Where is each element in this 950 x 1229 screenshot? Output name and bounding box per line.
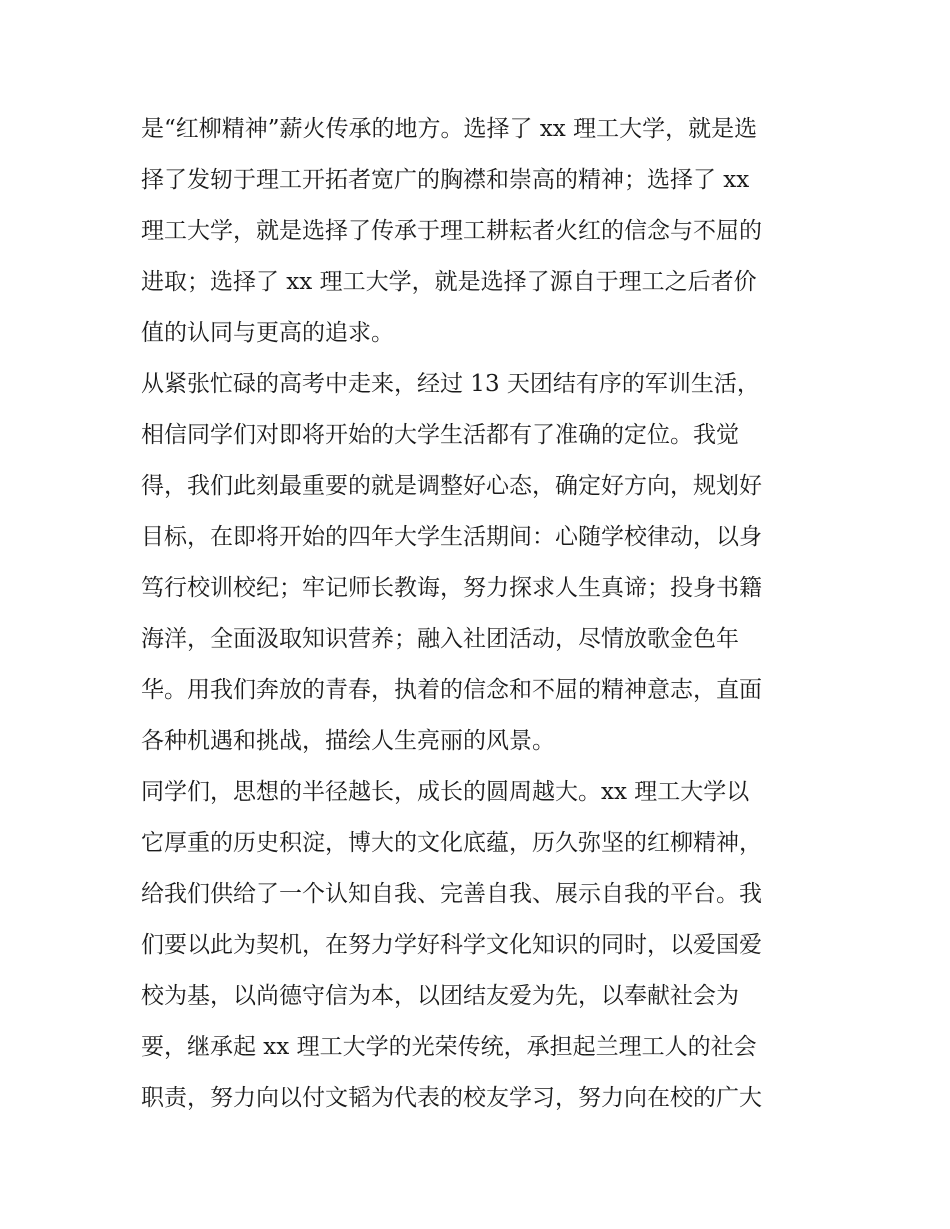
text-line-3: 理工大学，就是选择了传承于理工耕耘者火红的信念与不屈的 <box>141 218 762 244</box>
text-line-16: 给我们供给了一个认知自我、完善自我、展示自我的平台。我 <box>141 881 762 907</box>
text-line-6: 从紧张忙碌的高考中走来，经过 13 天团结有序的军训生活， <box>141 371 760 397</box>
text-line-5: 值的认同与更高的追求。 <box>141 320 394 346</box>
text-line-12: 华。用我们奔放的青春，执着的信念和不屈的精神意志，直面 <box>141 677 762 703</box>
text-line-2: 择了发轫于理工开拓者宽广的胸襟和崇高的精神；选择了 xx <box>141 167 750 193</box>
text-line-4: 进取；选择了 xx 理工大学，就是选择了源自于理工之后者价 <box>141 269 757 295</box>
document-body <box>141 104 821 1124</box>
text-line-8: 得，我们此刻最重要的就是调整好心态，确定好方向，规划好 <box>141 473 762 499</box>
text-line-13: 各种机遇和挑战，描绘人生亮丽的风景。 <box>141 728 555 754</box>
text-line-9: 目标，在即将开始的四年大学生活期间：心随学校律动，以身 <box>141 524 762 550</box>
text-line-10: 笃行校训校纪；牢记师长教诲，努力探求人生真谛；投身书籍 <box>141 575 762 601</box>
text-line-11: 海洋，全面汲取知识营养；融入社团活动，尽情放歌金色年 <box>141 626 739 652</box>
text-line-17: 们要以此为契机，在努力学好科学文化知识的同时，以爱国爱 <box>141 932 762 958</box>
text-line-7: 相信同学们对即将开始的大学生活都有了准确的定位。我觉 <box>141 422 739 448</box>
text-line-1: 是“红柳精神”薪火传承的地方。选择了 xx 理工大学，就是选 <box>141 116 758 142</box>
text-line-19: 要，继承起 xx 理工大学的光荣传统，承担起兰理工人的社会 <box>141 1034 757 1060</box>
text-line-20: 职责，努力向以付文韬为代表的校友学习，努力向在校的广大 <box>141 1085 762 1111</box>
text-line-14: 同学们，思想的半径越长，成长的圆周越大。xx 理工大学以 <box>141 779 750 805</box>
text-line-15: 它厚重的历史积淀，博大的文化底蕴，历久弥坚的红柳精神， <box>141 830 762 856</box>
text-line-18: 校为基，以尚德守信为本，以团结友爱为先，以奉献社会为 <box>141 983 739 1009</box>
